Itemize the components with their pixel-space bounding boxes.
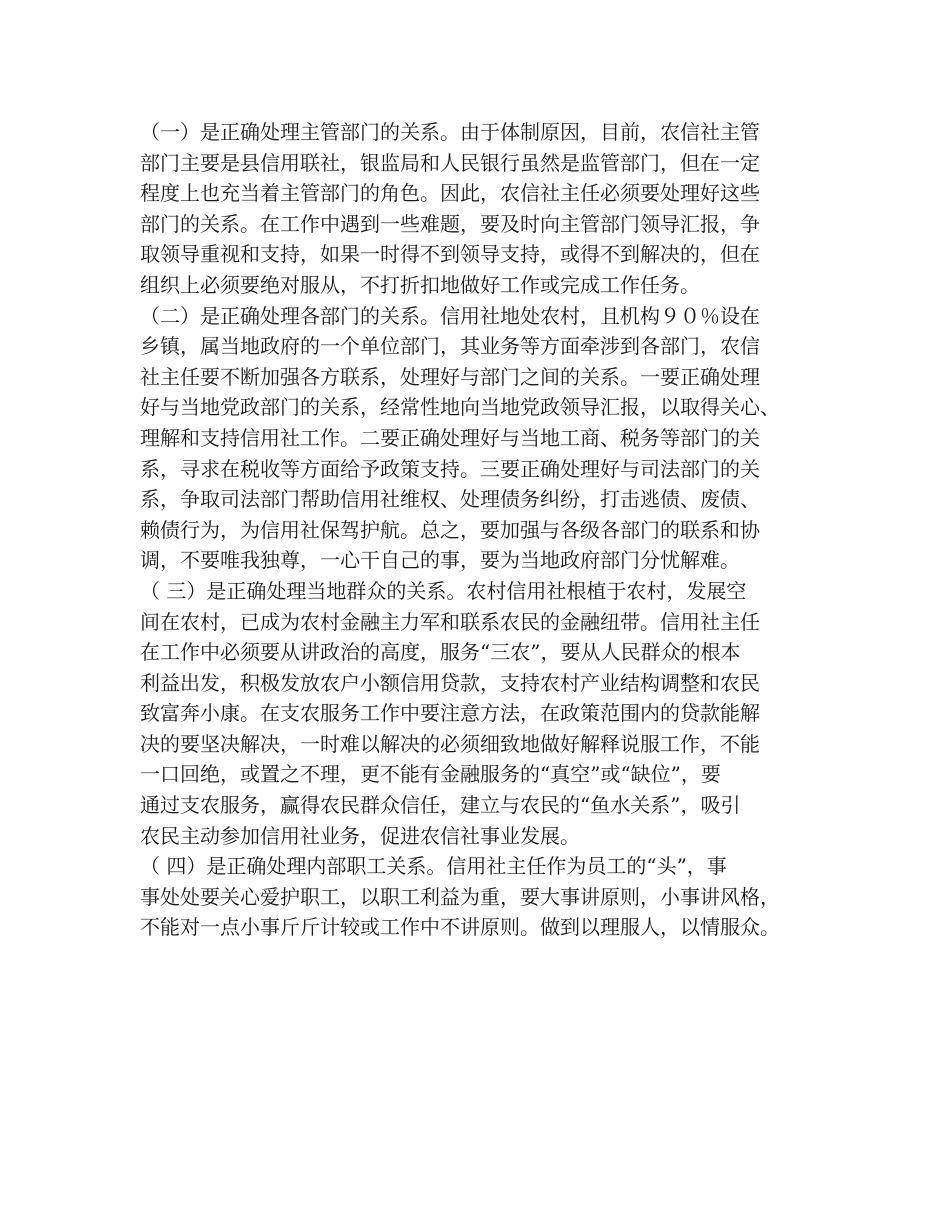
text-line-4: 部门的关系。在工作中遇到一些难题，要及时向主管部门领导汇报，争 bbox=[140, 211, 760, 236]
text-line-3: 程度上也充当着主管部门的角色。因此，农信社主任必须要处理好这些 bbox=[140, 181, 760, 206]
text-line-16: （ 三）是正确处理当地群众的关系。农村信用社根植于农村，发展空 bbox=[140, 578, 747, 603]
text-line-18: 在工作中必须要从讲政治的高度，服务“三农”，要从人民群众的根本 bbox=[140, 640, 741, 665]
text-line-24: 农民主动参加信用社业务，促进农信社事业发展。 bbox=[140, 823, 580, 848]
text-line-19: 利益出发，积极发放农户小额信用贷款，支持农村产业结构调整和农民 bbox=[140, 670, 760, 695]
text-line-21: 决的要坚决解决，一时难以解决的必须细致地做好解释说服工作，不能 bbox=[140, 731, 760, 756]
text-line-23: 通过支农服务，赢得农民群众信任，建立与农民的“鱼水关系”，吸引 bbox=[140, 793, 741, 818]
text-line-9: 社主任要不断加强各方联系，处理好与部门之间的关系。一要正确处理 bbox=[140, 364, 760, 389]
text-line-8: 乡镇，属当地政府的一个单位部门，其业务等方面牵涉到各部门，农信 bbox=[140, 334, 760, 359]
text-line-10: 好与当地党政部门的关系，经常性地向当地党政领导汇报，以取得关心、 bbox=[140, 395, 780, 420]
text-line-20: 致富奔小康。在支农服务工作中要注意方法，在政策范围内的贷款能解 bbox=[140, 701, 760, 726]
text-line-25: （ 四）是正确处理内部职工关系。信用社主任作为员工的“头”，事 bbox=[140, 854, 727, 879]
text-line-5: 取领导重视和支持，如果一时得不到领导支持，或得不到解决的，但在 bbox=[140, 242, 760, 267]
document-body bbox=[140, 117, 830, 943]
text-line-1: （一）是正确处理主管部门的关系。由于体制原因，目前，农信社主管 bbox=[140, 120, 760, 144]
text-line-15: 调，不要唯我独尊，一心干自己的事，要为当地政府部门分忧解难。 bbox=[140, 548, 740, 573]
text-line-14: 赖债行为，为信用社保驾护航。总之，要加强与各级各部门的联系和协 bbox=[140, 517, 760, 542]
text-line-11: 理解和支持信用社工作。二要正确处理好与当地工商、税务等部门的关 bbox=[140, 425, 760, 450]
text-line-7: （二）是正确处理各部门的关系。信用社地处农村，且机构９０％设在 bbox=[140, 303, 760, 328]
text-line-13: 系，争取司法部门帮助信用社维权、处理债务纠纷，打击逃债、废债、 bbox=[140, 487, 760, 512]
text-line-22: 一口回绝，或置之不理，更不能有金融服务的“真空”或“缺位”，要 bbox=[140, 762, 721, 787]
text-line-12: 系，寻求在税收等方面给予政策支持。三要正确处理好与司法部门的关 bbox=[140, 456, 760, 481]
text-line-17: 间在农村，已成为农村金融主力军和联系农民的金融纽带。信用社主任 bbox=[140, 609, 760, 634]
text-line-26: 事处处要关心爱护职工，以职工利益为重，要大事讲原则，小事讲风格， bbox=[140, 884, 780, 909]
text-line-6: 组织上必须要绝对服从，不打折扣地做好工作或完成工作任务。 bbox=[140, 272, 700, 297]
text-line-27: 不能对一点小事斤斤计较或工作中不讲原则。做到以理服人，以情服众。 bbox=[140, 915, 780, 940]
text-line-2: 部门主要是县信用联社，银监局和人民银行虽然是监管部门，但在一定 bbox=[140, 150, 760, 175]
